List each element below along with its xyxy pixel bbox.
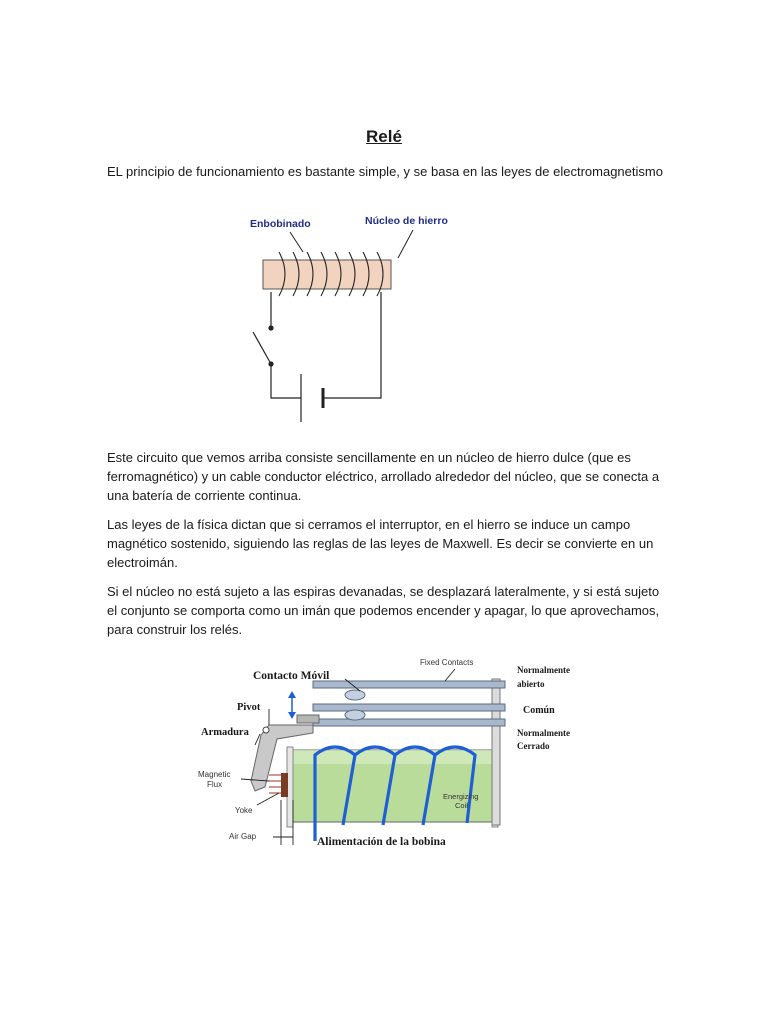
intro-paragraph: EL principio de funcionamiento es bastante simple, y se basa en las leyes de electromagnetismo xyxy=(107,164,663,179)
armature-label: Armadura xyxy=(201,727,249,738)
normally-open-label-line2: abierto xyxy=(517,679,545,689)
coil-power-label: Alimentación de la bobina xyxy=(317,836,446,848)
circuit-wires xyxy=(271,292,381,398)
electromagnet-circuit-diagram xyxy=(235,208,465,428)
yoke-core-end xyxy=(281,773,288,797)
coil-label: Enbobinado xyxy=(250,218,311,230)
relay-diagram xyxy=(195,655,595,855)
armature-contact-pad xyxy=(297,715,319,723)
common-label: Común xyxy=(523,705,555,716)
contact-point-upper xyxy=(345,690,365,700)
switch-terminal-top xyxy=(268,325,273,330)
normally-closed-label-line1: Normalmente xyxy=(517,728,570,738)
pivot-label: Pivot xyxy=(237,702,261,713)
moving-contact-label: Contacto Móvil xyxy=(253,670,330,682)
coil-pointer xyxy=(290,232,303,252)
normally-open-label-line1: Normalmente xyxy=(517,665,570,675)
core-label: Núcleo de hierro xyxy=(365,215,448,227)
air-gap-label: Air Gap xyxy=(229,832,257,841)
energizing-coil-label-line1: Energizing xyxy=(443,792,479,801)
paragraph-2: Las leyes de la física dictan que si cerramos el interruptor, en el hierro se induce un campo magnético sostenido, siguiendo las reglas de las leyes de Maxwell. Es decir se convierte en un electroimán. xyxy=(107,517,654,570)
fixed-contact-top xyxy=(313,681,505,688)
magnetic-flux-label-line1: Magnetic xyxy=(198,770,231,779)
yoke-pointer xyxy=(257,793,279,805)
contact-point-lower xyxy=(345,710,365,720)
magnetic-flux-label-line2: Flux xyxy=(207,780,223,789)
normally-closed-label-line2: Cerrado xyxy=(517,741,550,751)
energizing-coil-label-line2: Coil xyxy=(455,801,468,810)
page-title: Relé xyxy=(366,127,402,146)
fixed-contacts-pointer xyxy=(445,669,455,681)
common-contact xyxy=(313,704,505,711)
fixed-contact-bottom xyxy=(313,719,505,726)
pivot-point xyxy=(263,727,269,733)
yoke-label: Yoke xyxy=(235,806,253,815)
paragraph-3: Si el núcleo no está sujeto a las espiras devanadas, se desplazará lateralmente, y si está sujeto el conjunto se comporta como un imán que podemos encender y apagar, lo que aprovechamos, para construir los relés. xyxy=(107,584,660,637)
paragraph-1: Este circuito que vemos arriba consiste sencillamente en un núcleo de hierro dulce (que es ferromagnético) y un cable conductor eléctrico, arrollado alrededor del núcleo, que se conecta a una batería de corriente continua. xyxy=(107,450,660,503)
contact-support-frame xyxy=(492,679,500,825)
magnetic-flux-arrows xyxy=(269,775,281,793)
fixed-contacts-label: Fixed Contacts xyxy=(420,658,474,667)
switch-lever xyxy=(253,332,271,364)
core-pointer xyxy=(398,230,413,258)
